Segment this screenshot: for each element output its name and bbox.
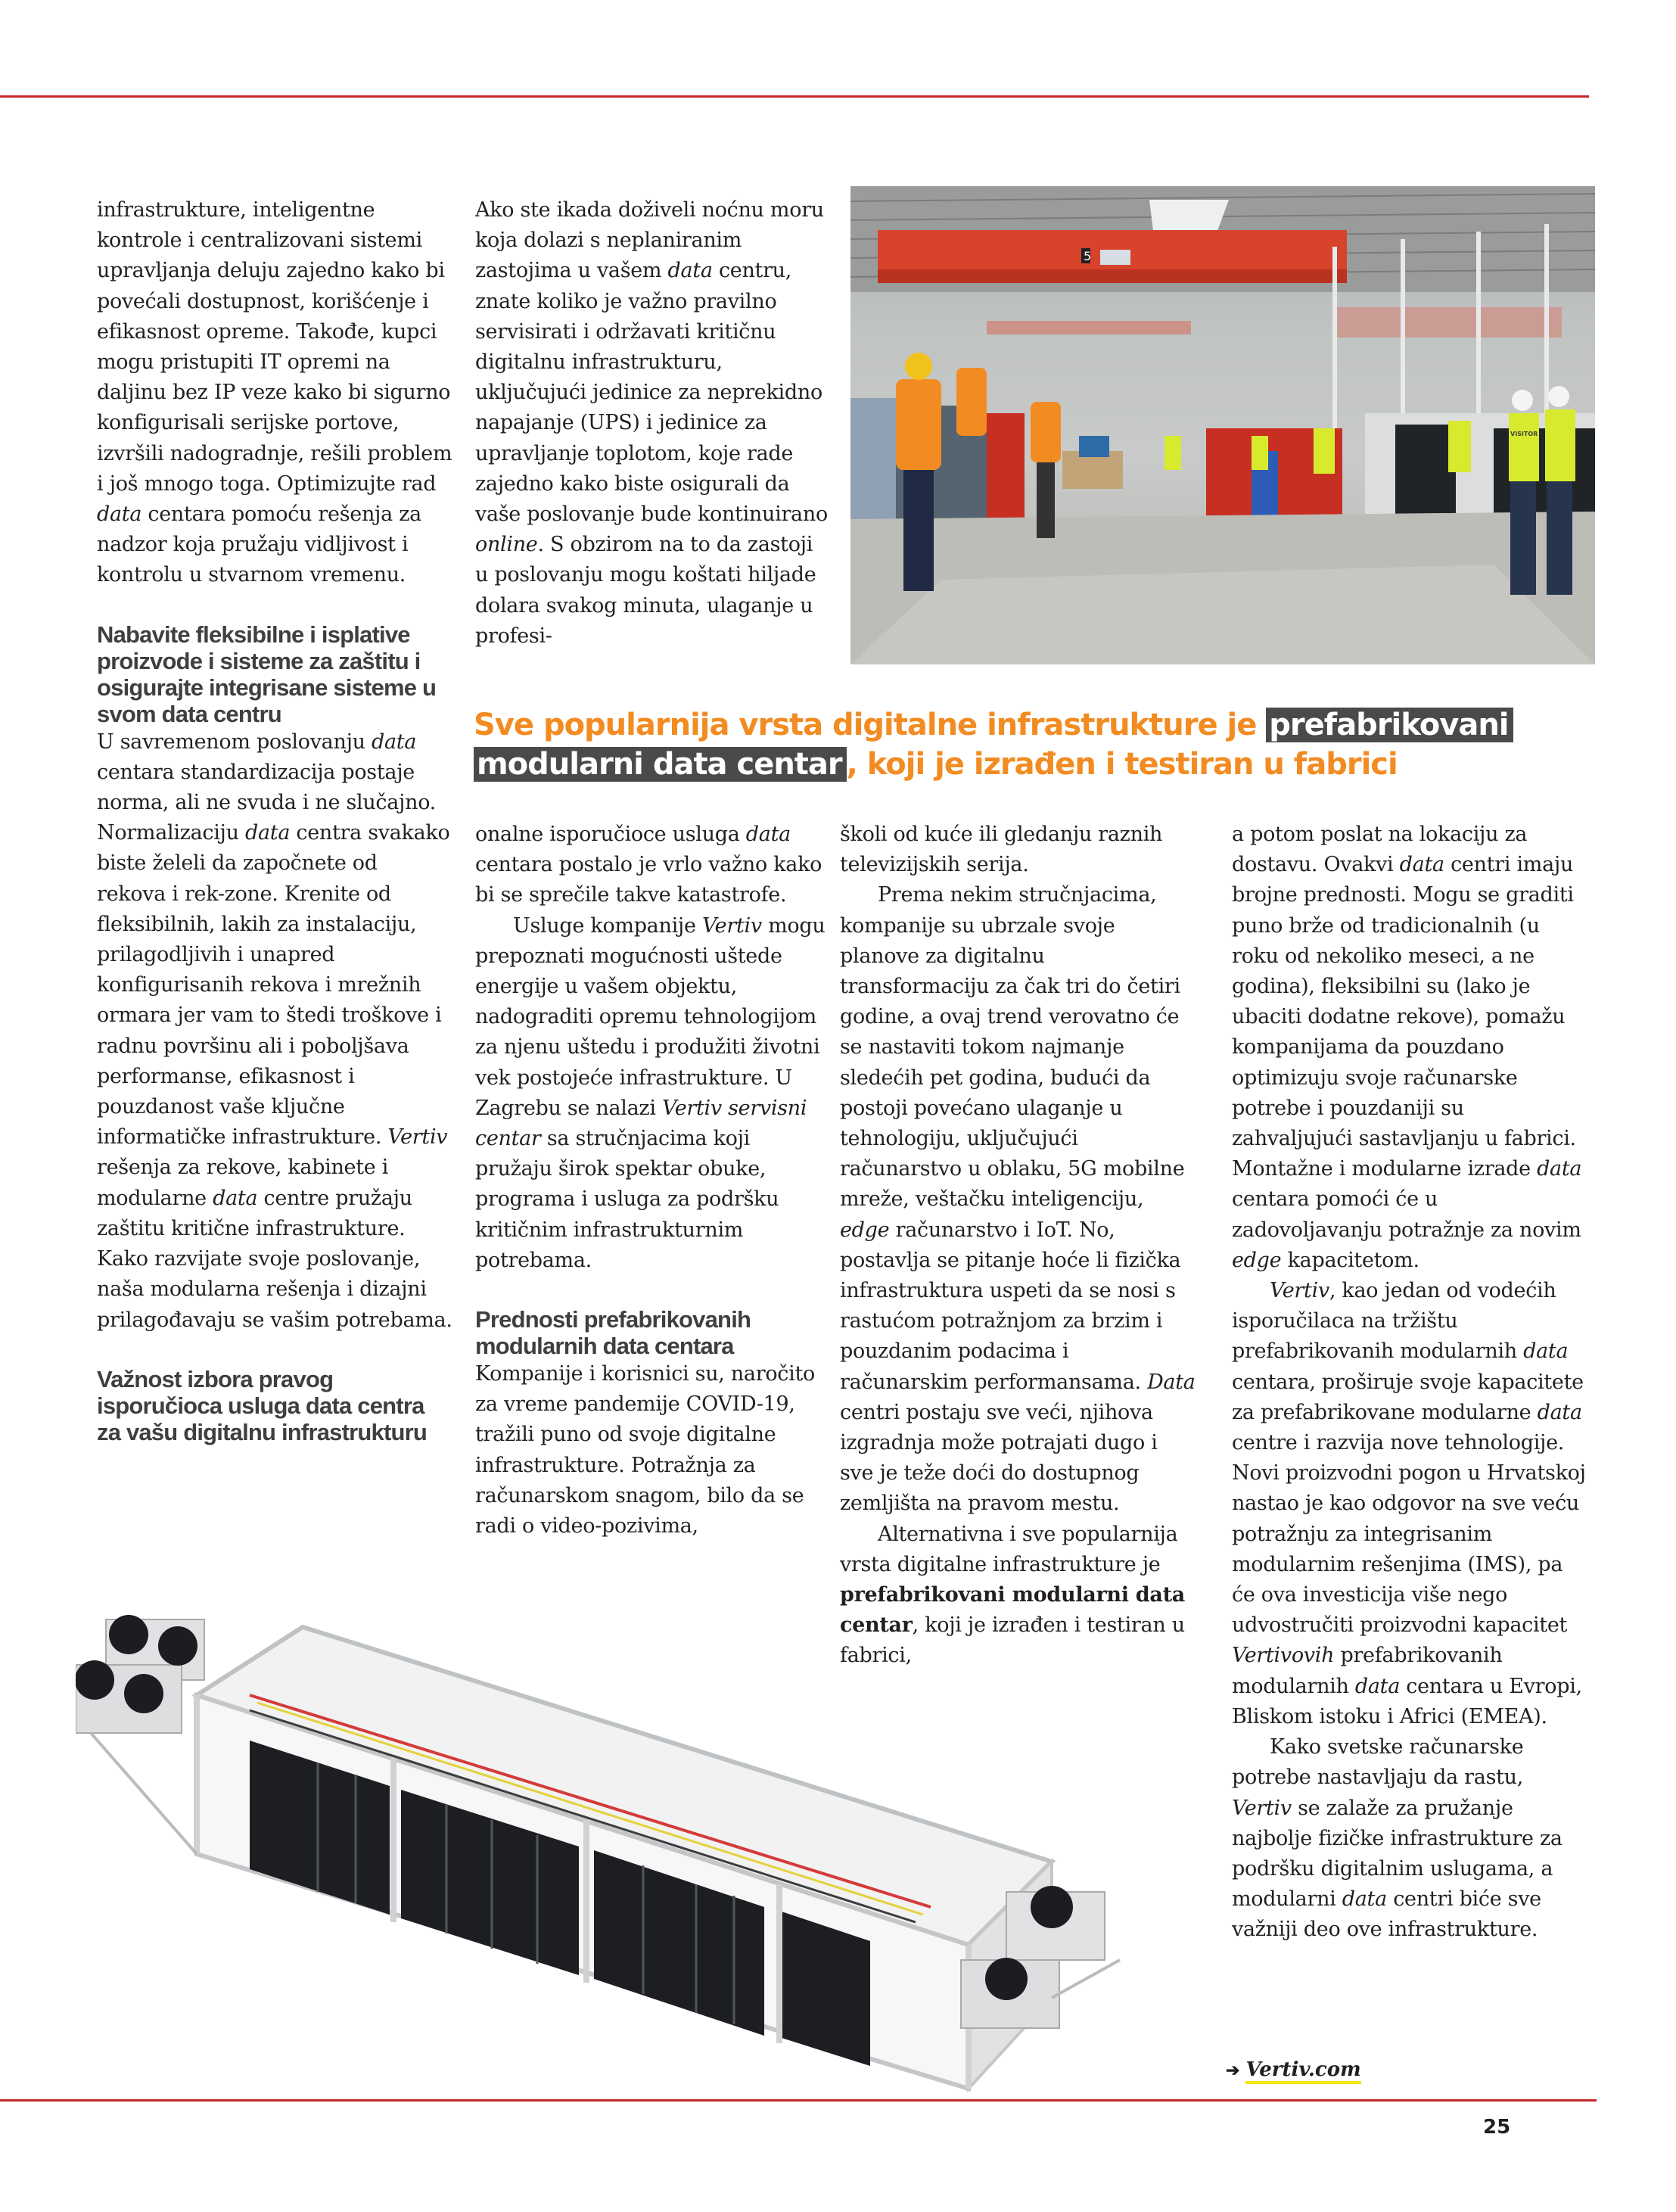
col3-paragraph-3: Alternativna i sve popularnija vrsta digitalne infrastrukture je prefabrikovani modularni data centar, koji je izrađen i testiran u fabrici,: [840, 1522, 1185, 1668]
col2-paragraph-3: Kompanije i korisnici su, naročito za vreme pandemije COVID-19, tražili puno od svoje digitalne infrastrukture. Potražnja za računarskom snagom, bilo da se radi o video-pozivima,: [475, 1362, 815, 1538]
pull-quote: Sve popularnija vrsta digitalne infrastrukture je prefabrikovani modularni data centar , koji je izrađen i testiran u fabrici: [474, 705, 1609, 784]
column-2-bottom: [475, 820, 831, 1542]
col2-paragraph-1-cont: onalne isporučioce usluga data centara postalo je vrlo važno kako bi se sprečile takve katastrofe.: [475, 823, 822, 907]
vertiv-url[interactable]: Vertiv.com: [1245, 2058, 1360, 2084]
modular-data-center-render: [76, 1604, 1211, 2119]
svg-text:5: 5: [1084, 249, 1092, 263]
col3-paragraph-2: Prema nekim stručnjacima, kompanije su ubrzale svoje planove za digitalnu transformaciju za čak tri do četiri godine, a ovaj trend verovatno će se nastaviti tokom najmanje sledećih pet godina, budući da postoji povećano ulaganje u tehnologiju, uključujući računarstvo u oblaku, 5G mobilne mreže, veštačku inteligenciju, edge računarstvo i IoT. No, postavlja se pitanje hoće li fizička infrastruktura uspeti da se nosi s rastućom potražnjom za brzim i pouzdanim podacima i računarskim performansama. Data centri postaju sve veći, njihova izgradnja može potrajati dugo i sve je teže doći do dostupnog zemljišta na pravom mestu.: [840, 883, 1196, 1516]
col3-paragraph-1: školi od kuće ili gledanju raznih televizijskih serija.: [840, 823, 1163, 877]
page-number: 25: [1483, 2116, 1511, 2139]
column-1: [97, 195, 452, 1445]
col2-paragraph-1: Ako ste ikada doživeli noćnu moru koja dolazi s neplaniranim zastojima u vašem data centru, znate koliko je važno pravilno servisirati i održavati kritičnu digitalnu infrastrukturu, uključujući jedinice za neprekidno napajanje (UPS) i jedinice za upravljanje toplotom, koje rade zajedno kako biste osigurali da vaše poslovanje bude kontinuirano online. S obzirom na to da zastoji u poslovanju mogu koštati hiljade dolara svakog minuta, ulaganje u profesi-: [475, 198, 828, 648]
col1-paragraph-1: infrastrukture, inteligentne kontrole i centralizovani sistemi upravljanja deluju zajedno kako bi povećali dostupnost, korišćenje i efikasnost opreme. Takođe, kupci mogu pristupiti IT opremi na daljinu bez IP veze kako bi sigurno konfigurisali serijske portove, izvršili nadogradnje, rešili problem i još mnogo toga. Optimizujte rad data centara pomoću rešenja za nadzor koja pružaju vidljivost i kontrolu u stvarnom vremenu.: [97, 198, 452, 587]
section-heading-flexible-products: Nabavite fleksibilne i isplative proizvode i sisteme za zaštitu i osigurajte integrisane sisteme u svom data centru: [97, 621, 437, 727]
section-heading-provider-choice: Važnost izbora pravog isporučioca usluga data centra za vašu digitalnu infrastrukturu: [97, 1365, 428, 1445]
column-2-top: [475, 195, 831, 652]
arrow-right-icon: ➔: [1226, 2061, 1240, 2080]
bottom-rule: [0, 2099, 1597, 2102]
col2-paragraph-2: Usluge kompanije Vertiv mogu prepoznati mogućnosti uštede energije u vašem objektu, nadograditi opremu tehnologijom za njenu uštedu i produžiti životni vek postojeće infrastrukture. U Zagrebu se nalazi Vertiv servisni centar sa stručnjacima koji pružaju širok spektar obuke, programa i usluga za podršku kritičnim infrastrukturnim potrebama.: [475, 913, 826, 1272]
col4-paragraph-3: Kako svetske računarske potrebe nastavljaju da rastu, Vertiv se zalaže za pružanje najbolje fizičke infrastrukture za podršku digitalnim uslugama, a modularni data centri biće sve važniji deo ove infrastrukture.: [1232, 1735, 1563, 1942]
col1-paragraph-2: U savremenom poslovanju data centara standardizacija postaje norma, ali ne svuda i ne slučajno. Normalizaciju data centra svakako biste želeli da započnete od rekova i rek-zone. Krenite od fleksibilnih, lakih za instalaciju, prilagodljivih i unapred konfigurisanih rekova i mrežnih ormara jer vam to štedi troškove i radnu površinu ali i poboljšava performanse, efikasnost i pouzdanost vaše ključne informatičke infrastrukture. Vertiv rešenja za rekove, kabinete i modularne data centre pružaju zaštitu kritične infrastrukture. Kako razvijate svoje poslovanje, naša modularna rešenja i dizajni prilagođavaju se vašim potrebama.: [97, 730, 452, 1332]
col4-paragraph-2: Vertiv, kao jedan od vodećih isporučilaca na tržištu prefabrikovanih modularnih data centara, proširuje svoje kapacitete za prefabrikovane modularne data centre i razvija nove tehnologije. Novi proizvodni pogon u Hrvatskoj nastao je kao odgovor na sve veću potražnju za integrisanim modularnim rešenjima (IMS), pa će ova investicija više nego udvostručiti proizvodni kapacitet Vertivovih prefabrikovanih modularnih data centara u Evropi, Bliskom istoku i Africi (EMEA).: [1232, 1279, 1586, 1728]
section-heading-prefab-advantages: Prednosti prefabrikovanih modularnih data centara: [475, 1306, 751, 1360]
col4-paragraph-1: a potom poslat na lokaciju za dostavu. Ovakvi data centri imaju brojne prednosti. Mogu se graditi puno brže od tradicionalnih (u roku od nekoliko meseci, a ne godina), fleksibilni su (lako je ubaciti dodatne rekove), pomažu kompanijama da pouzdano optimizuju svoje računarske potrebe i pouzdaniji su zahvaljujući sastavljanju u fabrici. Montažne i modularne izrade data centara pomoći će u zadovoljavanju potražnje za novim edge kapacitetom.: [1232, 823, 1582, 1272]
svg-text:VISITOR: VISITOR: [1510, 431, 1538, 437]
column-4: [1232, 820, 1587, 1946]
factory-photo: [850, 186, 1595, 664]
top-rule: [0, 95, 1589, 98]
column-3: [840, 820, 1196, 1672]
vertiv-link[interactable]: [1226, 2058, 1361, 2081]
